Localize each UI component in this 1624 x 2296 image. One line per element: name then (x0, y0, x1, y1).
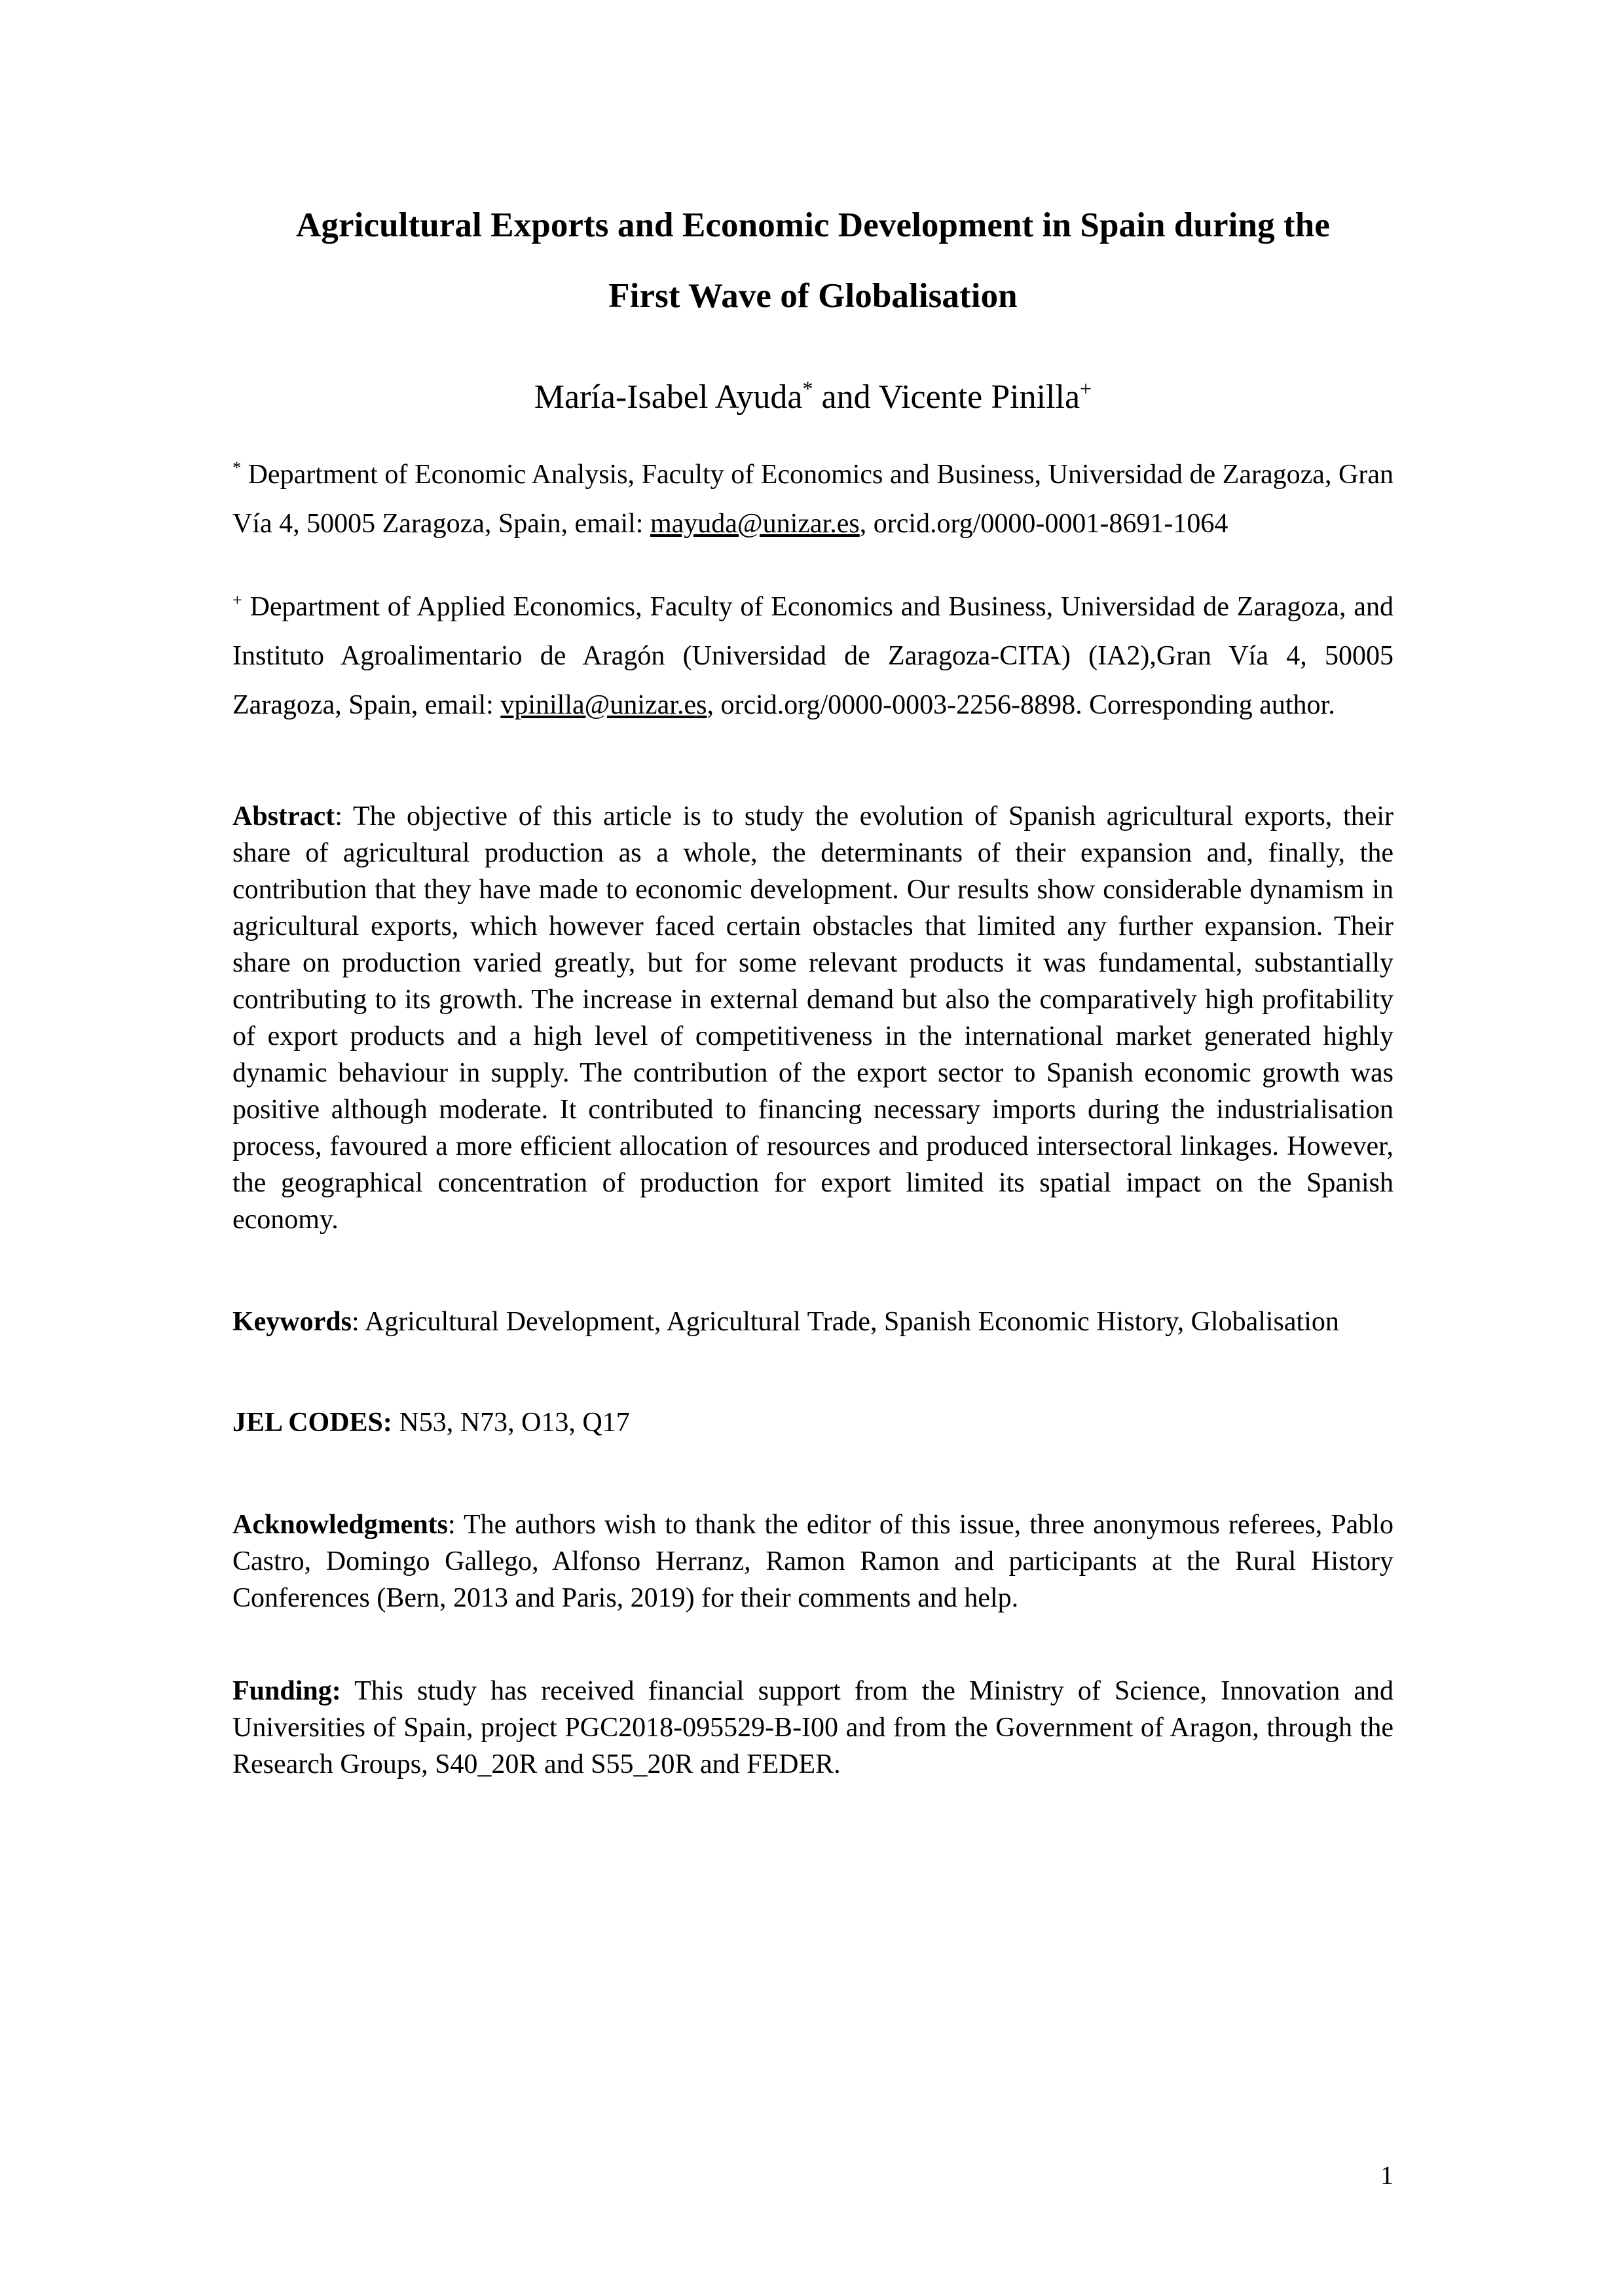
affiliation-text-after-email: , orcid.org/0000-0003-2256-8898. Corresponding author. (707, 690, 1335, 720)
acknowledgments-separator: : (448, 1510, 464, 1540)
affiliation-text-after-email: , orcid.org/0000-0001-8691-1064 (859, 509, 1228, 539)
affiliation-text-before-email: Department of Applied Economics, Faculty of Economics and Business, Universidad de Zaragoza, and Instituto Agroalimentario de Aragón (Universidad de Zaragoza-CITA) (IA2),Gran Vía 4, 50005 Zaragoza, Spain, email: (232, 592, 1393, 720)
keywords-section (232, 1303, 1393, 1340)
jel-separator (392, 1408, 399, 1438)
affiliation-marker-plus: + (232, 591, 242, 610)
affiliation-second-author (232, 583, 1393, 730)
email-link-mayuda[interactable]: mayuda@unizar.es (650, 509, 860, 539)
page-number: 1 (1380, 2160, 1393, 2190)
keywords-body: Agricultural Development, Agricultural Trade, Spanish Economic History, Globalisation (364, 1307, 1339, 1337)
author-name-first: María-Isabel Ayuda (534, 378, 803, 416)
email-link-vpinilla[interactable]: vpinilla@unizar.es (500, 690, 707, 720)
page-content-column (232, 0, 1393, 1783)
abstract-label: Abstract (232, 801, 335, 831)
funding-separator (341, 1676, 354, 1706)
title-line-2: First Wave of Globalisation (608, 277, 1018, 315)
funding-body: This study has received financial support from the Ministry of Science, Innovation and Universities of Spain, project PGC2018-095529-B-I00 and from the Government of Aragon, through the Research Groups, S40_20R and S55_20R and FEDER. (232, 1676, 1393, 1779)
jel-codes-body: N53, N73, O13, Q17 (399, 1408, 630, 1438)
affiliation-marker-asterisk: * (232, 458, 242, 477)
acknowledgments-body: The authors wish to thank the editor of this issue, three anonymous referees, Pablo Castro, Domingo Gallego, Alfonso Herranz, Ramon Ramon and participants at the Rural History Conferences (Bern, 2013 and Paris, 2019) for their comments and help. (232, 1510, 1393, 1613)
abstract-section (232, 798, 1393, 1238)
title-line-1: Agricultural Exports and Economic Development in Spain during the (296, 206, 1330, 244)
acknowledgments-label: Acknowledgments (232, 1510, 449, 1540)
author-name-second: Vicente Pinilla (878, 378, 1080, 416)
author-conjunction: and (813, 378, 879, 416)
funding-section (232, 1673, 1393, 1783)
acknowledgments-section (232, 1506, 1393, 1616)
abstract-body: The objective of this article is to study the evolution of Spanish agricultural exports, their share of agricultural production as a whole, the determinants of their expansion and, finally, the contribution that they have made to economic development. Our results show considerable dynamism in agricultural exports, which however faced certain obstacles that limited any further expansion. Their share on production varied greatly, but for some relevant products it was fundamental, substantially contributing to its growth. The increase in external demand but also the comparatively high profitability of export products and a high level of competitiveness in the international market generated highly dynamic behaviour in supply. The contribution of the export sector to Spanish economic growth was positive although moderate. It contributed to financing necessary imports during the industrialisation process, favoured a more efficient allocation of resources and produced intersectoral linkages. However, the geographical concentration of production for export limited its spatial impact on the Spanish economy. (232, 801, 1393, 1235)
page-title (232, 190, 1393, 331)
affiliation-text-before-email: Department of Economic Analysis, Faculty of Economics and Business, Universidad de Zaragoza, Gran Vía 4, 50005 Zaragoza, Spain, email: (232, 460, 1393, 539)
keywords-separator: : (352, 1307, 365, 1337)
author-line (232, 374, 1393, 420)
jel-codes-section (232, 1404, 1393, 1441)
keywords-label: Keywords (232, 1307, 352, 1337)
jel-codes-label: JEL CODES: (232, 1408, 392, 1438)
abstract-separator: : (335, 801, 353, 831)
author-second-footnote-marker: + (1080, 376, 1092, 401)
funding-label: Funding: (232, 1676, 341, 1706)
author-first-footnote-marker: * (802, 376, 813, 401)
affiliation-first-author (232, 450, 1393, 549)
